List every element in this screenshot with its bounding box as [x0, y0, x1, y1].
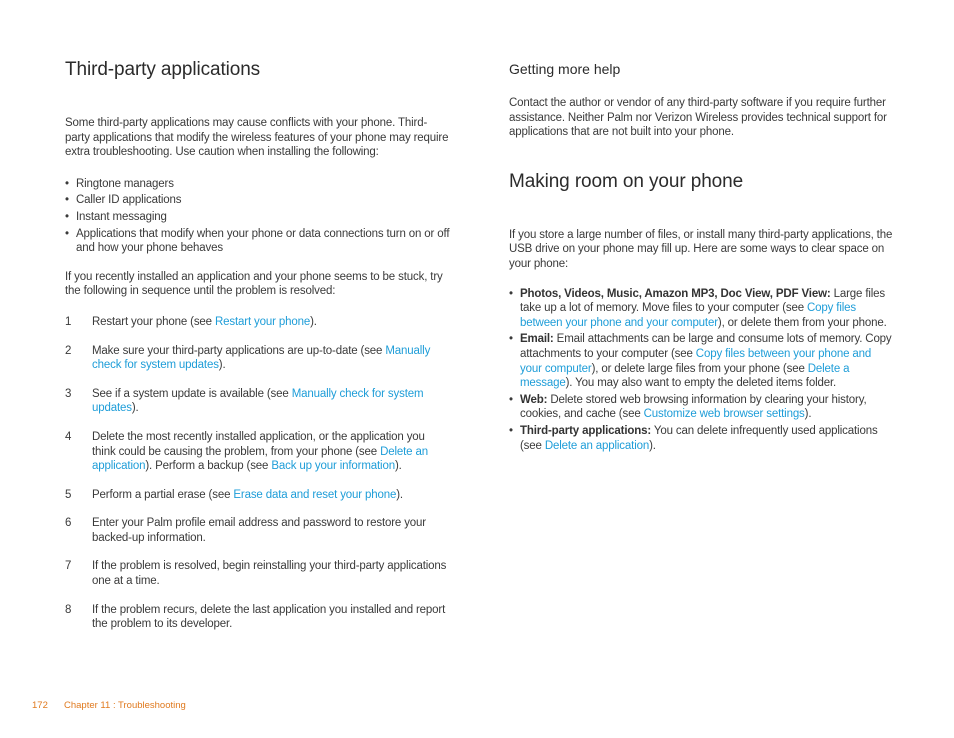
third-party-heading: Third-party applications — [65, 59, 261, 80]
troubleshooting-steps — [65, 315, 450, 632]
getting-more-help-heading: Getting more help — [509, 61, 621, 77]
copy-files-link[interactable]: Copy files between your phone and your computer — [520, 302, 857, 329]
step-number: 2 — [65, 344, 72, 357]
step-5: 5 Perform a partial erase (see Erase data and reset your phone). — [65, 488, 403, 501]
page-footer — [32, 700, 186, 711]
delete-application-link[interactable]: Delete an application — [544, 439, 650, 452]
delete-message-link[interactable]: Delete a message — [520, 362, 850, 390]
chapter-label: Chapter 11 : Troubleshooting — [64, 700, 186, 711]
stuck-paragraph: If you recently installed an application and your phone seems to be stuck, try the following in sequence until the problem is resolved: — [65, 270, 443, 298]
list-item: • Web: Delete stored web browsing information by clearing your history, cookies, and cache (see Customize web browser settings). — [509, 393, 867, 421]
list-item: • Caller ID applications — [65, 194, 182, 207]
step-number: 7 — [65, 560, 72, 573]
step-number: 5 — [65, 488, 72, 501]
list-item: • Ringtone managers — [65, 177, 174, 190]
list-item: • Instant messaging — [65, 210, 167, 223]
intro-paragraph: Some third-party applications may cause conflicts with your phone. Third-party applications that modify the wireless features of your phone may require extra troubleshooting. Use caution when installing the following: — [65, 117, 449, 159]
help-paragraph: Contact the author or vendor of any third-party software if you require further assistance. Neither Palm nor Verizon Wireless provides technical support for applications that are not built into your phone. — [509, 97, 887, 139]
step-2: 2 Make sure your third-party applications are up-to-date (see Manually check for system updates). — [65, 344, 431, 372]
right-column — [509, 57, 894, 455]
step-number: 3 — [65, 387, 72, 400]
list-item: • Email: Email attachments can be large and consume lots of memory. Copy attachments to your computer (see Copy files between your phone and your computer), or delete large files from your phone (see Delete a message). You may also want to empty the deleted items folder. — [509, 333, 892, 390]
step-number: 1 — [65, 315, 72, 328]
step-4: 4 Delete the most recently installed application, or the application you think could be causing the problem, from your phone (see Delete an application). Perform a backup (see Back up your information). — [65, 430, 428, 473]
erase-data-link[interactable]: Erase data and reset your phone — [233, 488, 397, 501]
page-number: 172 — [32, 700, 48, 711]
back-up-information-link[interactable]: Back up your information — [271, 460, 395, 473]
step-3: 3 See if a system update is available (see Manually check for system updates). — [65, 387, 424, 415]
step-1: 1 Restart your phone (see Restart your phone). — [65, 315, 317, 328]
customize-browser-settings-link[interactable]: Customize web browser settings — [643, 408, 805, 421]
clear-space-list — [509, 287, 894, 454]
list-item: • Photos, Videos, Music, Amazon MP3, Doc View, PDF View: Large files take up a lot of memory. Move files to your computer (see Copy files between your phone and your computer), or delete them from your phone. — [509, 287, 887, 329]
risky-apps-list — [65, 177, 450, 256]
step-number: 8 — [65, 603, 72, 616]
step-6: 6 Enter your Palm profile email address and password to restore your backed-up information. — [65, 517, 426, 544]
step-7: 7 If the problem is resolved, begin reinstalling your third-party applications one at a time. — [65, 560, 447, 588]
manually-check-updates-link[interactable]: Manually check for system updates — [92, 387, 424, 415]
delete-application-link[interactable]: Delete an application — [92, 445, 428, 473]
making-room-heading: Making room on your phone — [509, 170, 744, 192]
copy-files-link[interactable]: Copy files between your phone and your computer — [520, 347, 872, 375]
list-item: • Third-party applications: You can delete infrequently used applications (see Delete an application). — [509, 424, 878, 452]
restart-phone-link[interactable]: Restart your phone — [214, 315, 311, 328]
room-paragraph: If you store a large number of files, or install many third-party applications, the USB drive on your phone may fill up. Here are some ways to clear space on your phone: — [509, 228, 893, 270]
manually-check-updates-link[interactable]: Manually check for system updates — [92, 344, 431, 372]
step-8: 8 If the problem recurs, delete the last application you installed and report the problem to its developer. — [65, 603, 446, 631]
left-column — [65, 57, 450, 632]
step-number: 4 — [65, 430, 72, 443]
list-item: • Applications that modify when your phone or data connections turn on or off and how your phone behaves — [65, 227, 450, 255]
step-number: 6 — [65, 517, 72, 530]
